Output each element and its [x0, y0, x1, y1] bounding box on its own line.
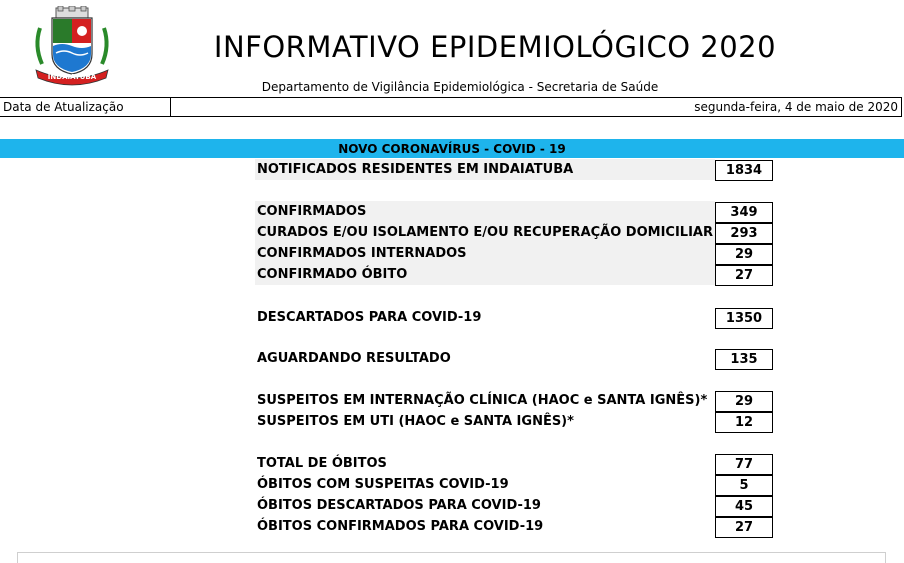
row-value-descartados: 1350: [715, 308, 773, 329]
city-crest-logo: [30, 6, 114, 86]
row-value-confirmados: 349: [715, 202, 773, 223]
row-value-obitos-suspeitas: 5: [715, 475, 773, 496]
row-label-internados: CONFIRMADOS INTERNADOS: [257, 246, 467, 261]
row-label-descartados: DESCARTADOS PARA COVID-19: [257, 310, 482, 325]
row-value-obitos-descartados: 45: [715, 496, 773, 517]
update-date-row: [0, 97, 902, 117]
row-value-internados: 29: [715, 244, 773, 265]
row-label-obito: CONFIRMADO ÓBITO: [257, 267, 408, 282]
row-value-aguardando: 135: [715, 349, 773, 370]
row-label-curados: CURADOS E/OU ISOLAMENTO E/OU RECUPERAÇÃO DOMICILIAR: [257, 225, 713, 240]
row-value-notificados: 1834: [715, 160, 773, 181]
row-label-obitos-suspeitas: ÓBITOS COM SUSPEITAS COVID-19: [257, 477, 509, 492]
bottom-frame: [17, 552, 886, 563]
row-label-obitos-confirmados: ÓBITOS CONFIRMADOS PARA COVID-19: [257, 519, 544, 534]
svg-text:INDAIATUBA: INDAIATUBA: [47, 73, 97, 81]
row-value-total-obitos: 77: [715, 454, 773, 475]
row-label-notificados: NOTIFICADOS RESIDENTES EM INDAIATUBA: [257, 162, 574, 177]
row-label-suspeitos-uti: SUSPEITOS EM UTI (HAOC e SANTA IGNÊS)*: [257, 414, 574, 429]
row-label-confirmados: CONFIRMADOS: [257, 204, 367, 219]
row-value-obitos-confirmados: 27: [715, 517, 773, 538]
page-subtitle: Departamento de Vigilância Epidemiológica - Secretaria de Saúde: [261, 80, 659, 94]
update-date-label: Data de Atualização: [3, 100, 124, 114]
row-label-obitos-descartados: ÓBITOS DESCARTADOS PARA COVID-19: [257, 498, 541, 513]
row-label-suspeitos-clinica: SUSPEITOS EM INTERNAÇÃO CLÍNICA (HAOC e SANTA IGNÊS)*: [257, 393, 708, 408]
row-label-aguardando: AGUARDANDO RESULTADO: [257, 351, 451, 366]
row-value-suspeitos-clinica: 29: [715, 391, 773, 412]
row-value-curados: 293: [715, 223, 773, 244]
row-label-total-obitos: TOTAL DE ÓBITOS: [257, 456, 387, 471]
section-banner: NOVO CORONAVÍRUS - COVID - 19: [0, 139, 904, 158]
row-value-obito: 27: [715, 265, 773, 286]
row-value-suspeitos-uti: 12: [715, 412, 773, 433]
cell-divider: [170, 97, 171, 117]
page-title: INFORMATIVO EPIDEMIOLÓGICO 2020: [213, 30, 777, 64]
update-date-value: segunda-feira, 4 de maio de 2020: [694, 100, 898, 114]
